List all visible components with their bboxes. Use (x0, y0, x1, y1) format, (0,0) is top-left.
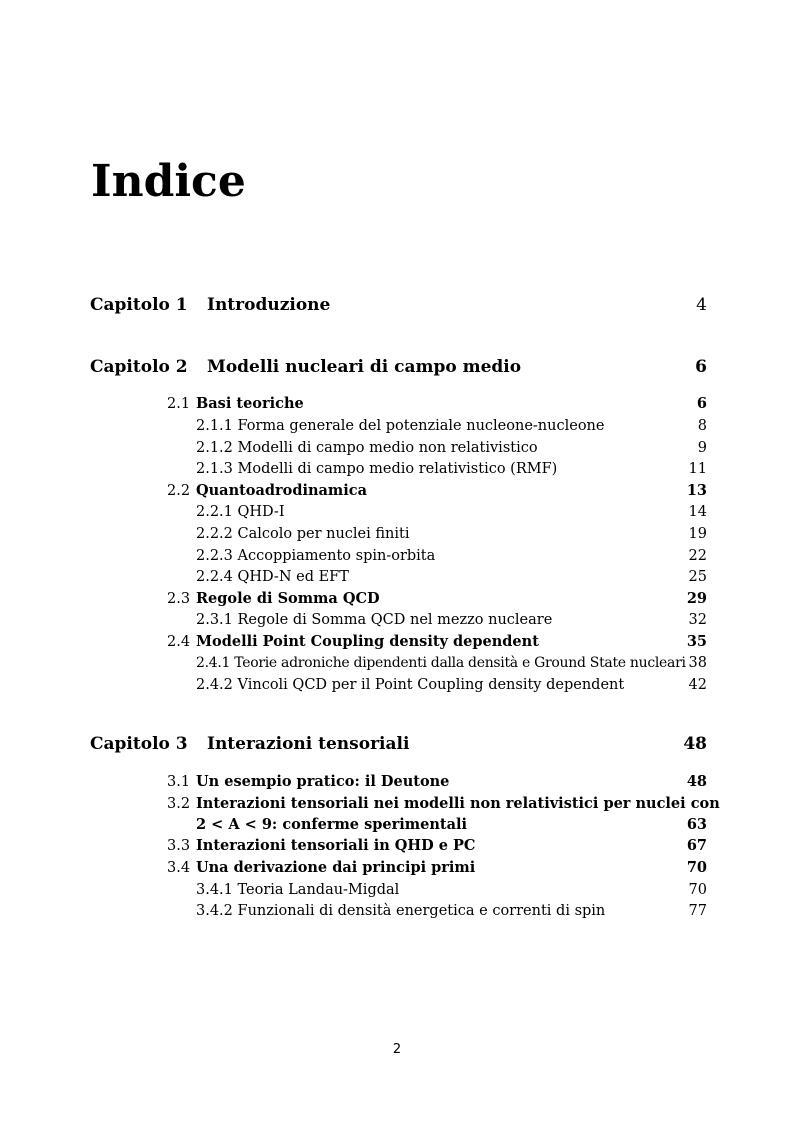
chapter-title: Interazioni tensoriali (207, 734, 410, 754)
chapter-label: Capitolo 2 (90, 357, 188, 377)
section-page: 70 (686, 859, 707, 876)
section-page: 67 (686, 837, 707, 854)
section-title: Modelli Point Coupling density dependent (196, 633, 539, 650)
subsection-page: 77 (688, 903, 707, 919)
toc-subsection-2-2-1[interactable] (0, 501, 794, 523)
toc-subsection-2-2-2[interactable] (0, 523, 794, 545)
toc-section-2-4[interactable] (0, 631, 794, 653)
section-number: 2.2 (167, 483, 191, 499)
subsection-title: 2.2.2 Calcolo per nuclei finiti (196, 526, 410, 542)
chapter-title: Modelli nucleari di campo medio (207, 357, 522, 377)
section-page: 35 (686, 633, 707, 650)
toc-section-2-3[interactable] (0, 588, 794, 610)
section-title: Un esempio pratico: il Deutone (196, 773, 450, 790)
chapter-page: 4 (696, 295, 707, 315)
subsection-page: 14 (688, 504, 707, 520)
chapter-page: 6 (695, 357, 707, 377)
section-page: 63 (686, 816, 707, 833)
subsection-title: 2.2.4 QHD-N ed EFT (196, 569, 349, 585)
page-title: Indice (91, 156, 246, 207)
section-title: Regole di Somma QCD (196, 590, 380, 607)
subsection-page: 70 (688, 882, 707, 898)
toc-section-2-2[interactable] (0, 480, 794, 502)
section-number: 3.1 (167, 774, 191, 790)
page-number: 2 (392, 1042, 402, 1057)
toc-subsection-3-4-1[interactable] (0, 879, 794, 901)
subsection-title: 2.4.1 Teorie adroniche dipendenti dalla densità e Ground State nucleari (196, 655, 686, 671)
subsection-title: 2.4.2 Vincoli QCD per il Point Coupling density dependent (196, 677, 625, 693)
toc-section-3-3[interactable] (0, 835, 794, 857)
section-title: Interazioni tensoriali nei modelli non relativistici per nuclei con (196, 795, 720, 812)
subsection-title: 2.2.1 QHD-I (196, 504, 285, 520)
subsection-page: 22 (688, 548, 707, 564)
toc-subsection-2-1-2[interactable] (0, 437, 794, 459)
toc-section-3-2[interactable] (0, 793, 794, 815)
toc-subsection-3-4-2[interactable] (0, 900, 794, 922)
toc-section-3-2-continued[interactable] (0, 814, 794, 836)
section-number: 2.3 (167, 591, 191, 607)
subsection-page: 32 (688, 612, 707, 628)
toc-subsection-2-2-4[interactable] (0, 566, 794, 588)
section-number: 2.1 (167, 396, 191, 412)
section-page: 6 (696, 395, 707, 412)
toc-chapter-3[interactable] (0, 731, 794, 757)
toc-section-3-4[interactable] (0, 857, 794, 879)
toc-subsection-2-3-1[interactable] (0, 609, 794, 631)
toc-subsection-2-1-3[interactable] (0, 458, 794, 480)
toc-subsection-2-4-1[interactable] (0, 652, 794, 674)
section-number: 3.4 (167, 860, 191, 876)
subsection-title: 2.1.2 Modelli di campo medio non relativistico (196, 440, 538, 456)
toc-section-2-1[interactable] (0, 393, 794, 415)
section-title: Una derivazione dai principi primi (196, 859, 476, 876)
section-page: 13 (686, 482, 707, 499)
subsection-page: 42 (688, 677, 707, 693)
toc-chapter-2[interactable] (0, 354, 794, 380)
chapter-label: Capitolo 1 (90, 295, 188, 315)
toc-subsection-2-2-3[interactable] (0, 545, 794, 567)
section-number: 3.3 (167, 838, 191, 854)
section-page: 29 (686, 590, 707, 607)
chapter-title: Introduzione (207, 295, 331, 315)
toc-subsection-2-4-2[interactable] (0, 674, 794, 696)
toc-chapter-1[interactable] (0, 292, 794, 318)
subsection-title: 3.4.1 Teoria Landau-Migdal (196, 882, 400, 898)
section-title-continued: 2 < A < 9: conferme sperimentali (196, 816, 467, 833)
subsection-page: 9 (697, 440, 707, 456)
subsection-title: 2.2.3 Accoppiamento spin-orbita (196, 548, 436, 564)
toc-subsection-2-1-1[interactable] (0, 415, 794, 437)
section-page: 48 (686, 773, 707, 790)
subsection-title: 3.4.2 Funzionali di densità energetica e correnti di spin (196, 903, 606, 919)
subsection-title: 2.3.1 Regole di Somma QCD nel mezzo nucleare (196, 612, 553, 628)
subsection-page: 11 (688, 461, 707, 477)
toc-section-3-1[interactable] (0, 771, 794, 793)
chapter-label: Capitolo 3 (90, 734, 188, 754)
section-number: 3.2 (167, 796, 191, 812)
section-title: Interazioni tensoriali in QHD e PC (196, 837, 476, 854)
subsection-page: 8 (697, 418, 707, 434)
section-title: Basi teoriche (196, 395, 304, 412)
subsection-page: 38 (688, 655, 707, 671)
chapter-page: 48 (683, 734, 707, 754)
subsection-page: 19 (688, 526, 707, 542)
subsection-title: 2.1.3 Modelli di campo medio relativistico (RMF) (196, 461, 558, 477)
section-title: Quantoadrodinamica (196, 482, 367, 499)
section-number: 2.4 (167, 634, 191, 650)
subsection-title: 2.1.1 Forma generale del potenziale nucleone-nucleone (196, 418, 605, 434)
subsection-page: 25 (688, 569, 707, 585)
